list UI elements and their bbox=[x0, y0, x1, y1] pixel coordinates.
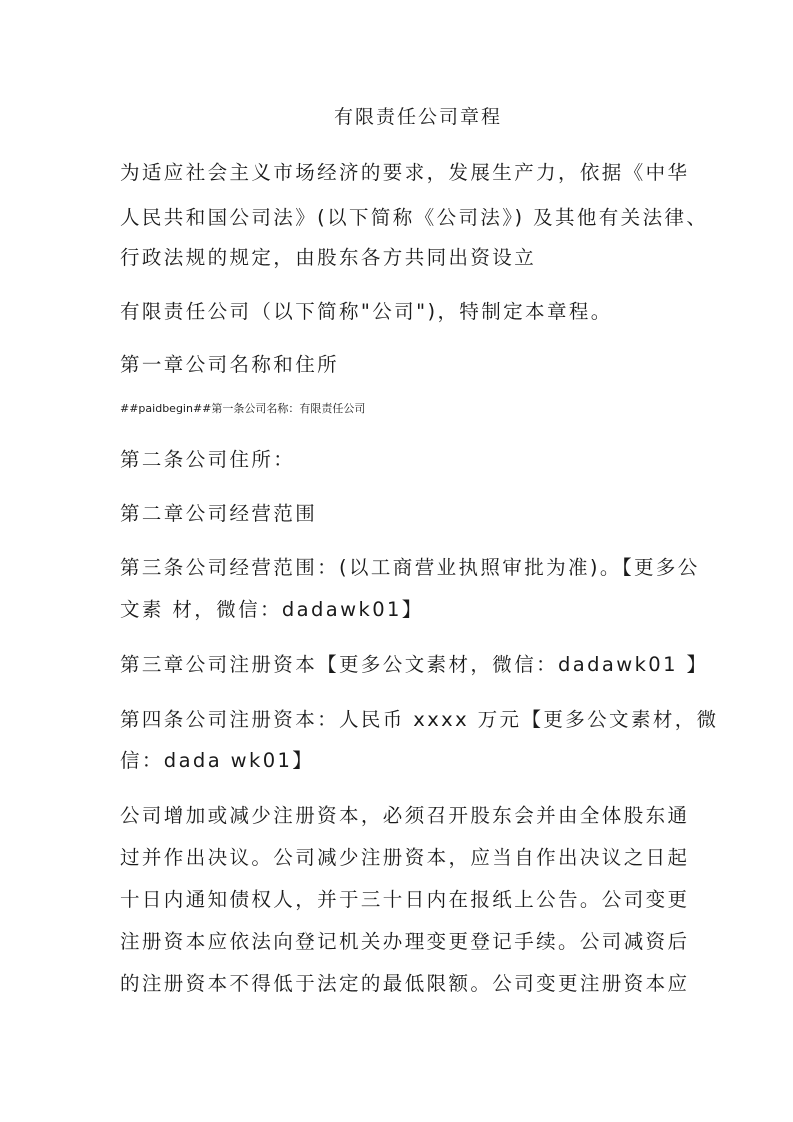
intro-line-4: 有限责任公司（以下简称"公司")，特制定本章程。 bbox=[120, 300, 613, 323]
article-3-line-1: 第三条公司经营范围：(以工商营业执照审批为准)。【更多公 bbox=[120, 556, 700, 579]
article-4-line-1: 第四条公司注册资本：人民币 xxxx 万元【更多公文素材，微 bbox=[120, 708, 719, 731]
intro-line-1: 为适应社会主义市场经济的要求，发展生产力，依据《中华 bbox=[120, 161, 690, 184]
chapter-3-heading: 第三章公司注册资本【更多公文素材，微信：dadawk01 】 bbox=[120, 653, 709, 676]
body-line-3: 十日内通知债权人，并于三十日内在报纸上公告。公司变更 bbox=[120, 888, 690, 911]
body-line-5: 的注册资本不得低于法定的最低限额。公司变更注册资本应 bbox=[120, 972, 690, 995]
chapter-1-heading: 第一章公司名称和住所 bbox=[120, 353, 340, 376]
body-line-1: 公司增加或减少注册资本，必须召开股东会并由全体股东通 bbox=[120, 804, 690, 827]
chapter-2-heading: 第二章公司经营范围 bbox=[120, 502, 318, 525]
article-4-line-2: 信：dada wk01】 bbox=[120, 749, 315, 772]
article-1-line: ##paidbegin##第一条公司名称：有限责任公司 bbox=[120, 402, 366, 415]
article-3-line-2: 文素 材，微信：dadawk01】 bbox=[120, 598, 424, 621]
document-title: 有限责任公司章程 bbox=[333, 106, 502, 128]
body-line-2: 过并作出决议。公司减少注册资本，应当自作出决议之日起 bbox=[120, 846, 690, 869]
intro-line-2: 人民共和国公司法》(以下简称《公司法》) 及其他有关法律、 bbox=[120, 206, 709, 229]
intro-line-3: 行政法规的规定，由股东各方共同出资设立 bbox=[120, 246, 537, 269]
article-2-line: 第二条公司住所： bbox=[120, 448, 296, 471]
body-line-4: 注册资本应依法向登记机关办理变更登记手续。公司减资后 bbox=[120, 930, 690, 953]
